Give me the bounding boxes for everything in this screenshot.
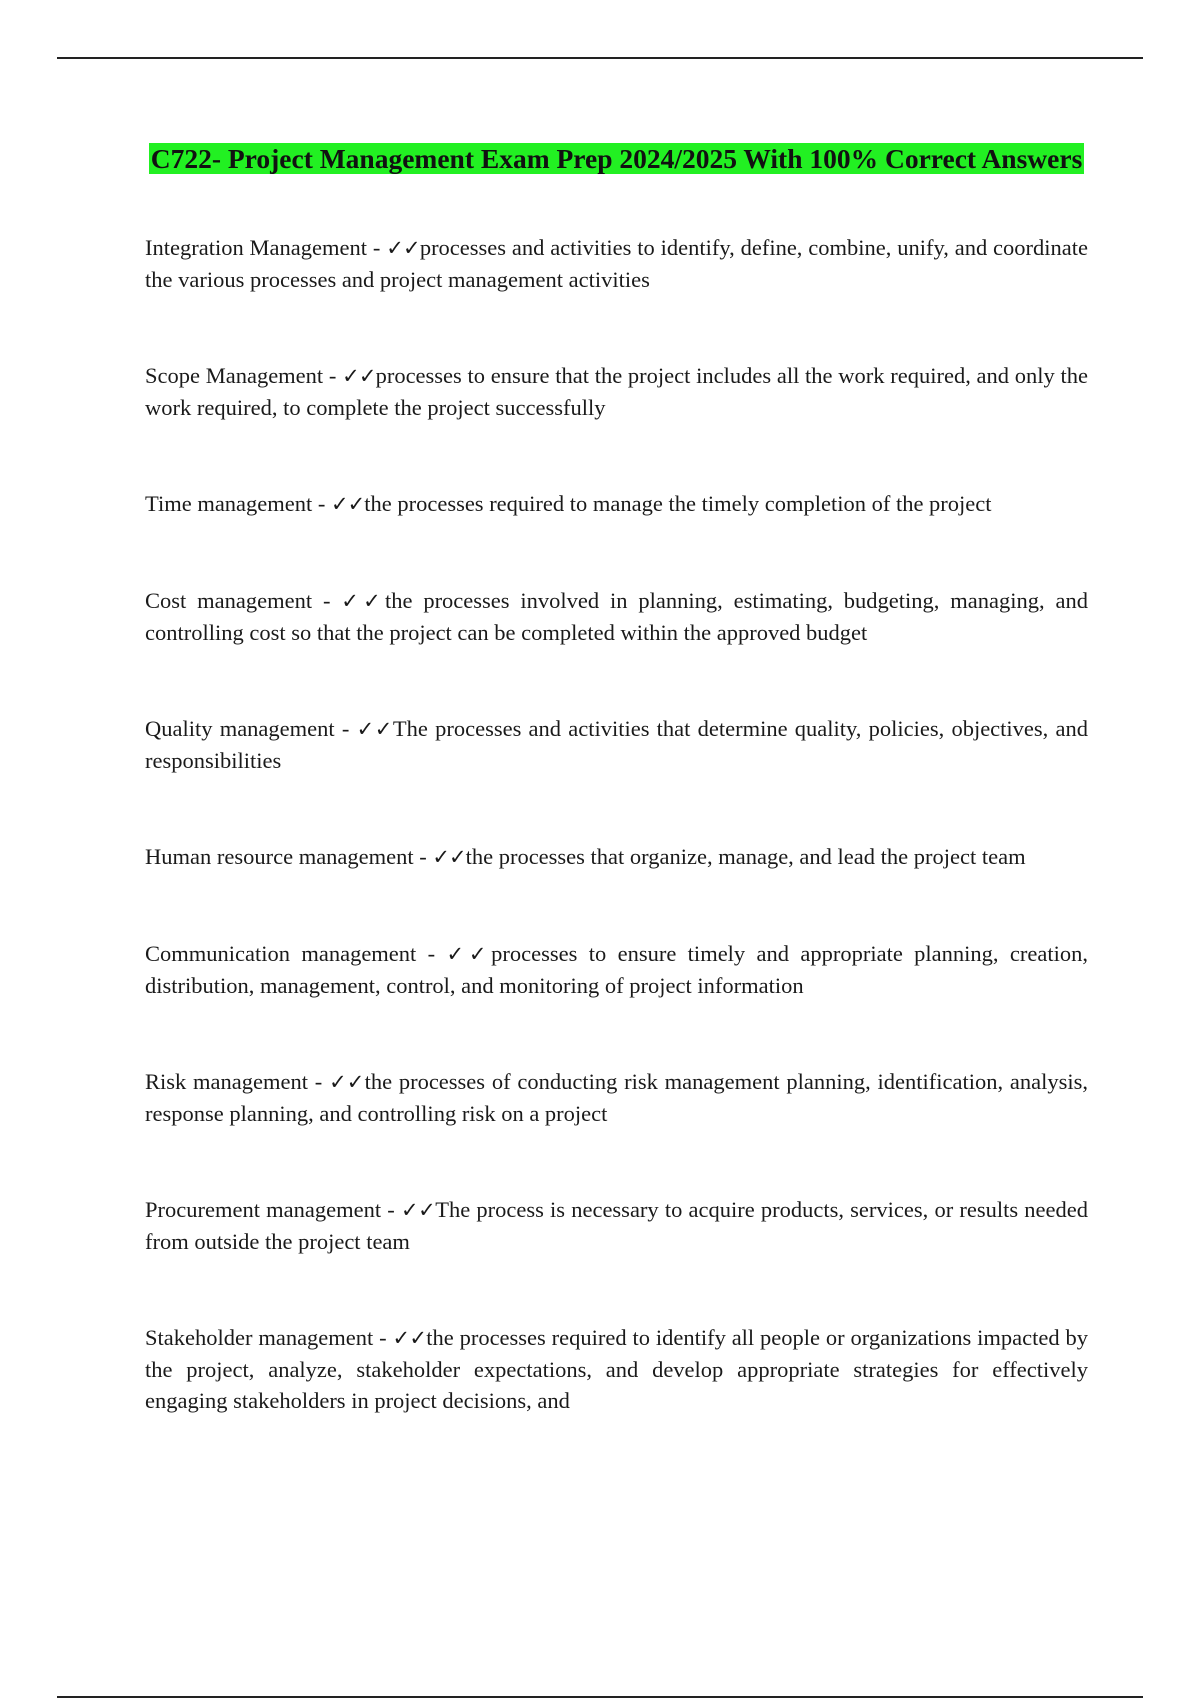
- entry-term: Stakeholder management: [145, 1325, 374, 1350]
- entry-separator: -: [381, 1197, 401, 1222]
- entry: [145, 1322, 1088, 1416]
- entry: [145, 585, 1088, 648]
- entry-definition: the processes required to manage the timely completion of the project: [364, 491, 992, 516]
- bottom-rule: [57, 1696, 1143, 1698]
- entry-separator: -: [367, 235, 387, 260]
- entry-definition: processes to ensure timely and appropriate planning, creation, distribution, management, control, and monitoring of project information: [145, 941, 1088, 998]
- top-rule: [57, 57, 1143, 59]
- entry-definition: The processes and activities that determine quality, policies, objectives, and responsibilities: [145, 716, 1088, 773]
- double-check-icon: ✓✓: [386, 236, 420, 260]
- entry-separator: -: [312, 588, 342, 613]
- entry-separator: -: [323, 363, 343, 388]
- double-check-icon: ✓✓: [341, 589, 385, 613]
- title-highlight: C722- Project Management Exam Prep 2024/2025 With 100% Correct Answers: [150, 143, 1083, 174]
- entry-term: Human resource management: [145, 844, 414, 869]
- double-check-icon: ✓✓: [446, 942, 492, 966]
- entry: [145, 713, 1088, 776]
- double-check-icon: ✓✓: [400, 1198, 436, 1222]
- entry-term: Scope Management: [145, 363, 324, 388]
- entry-definition: processes to ensure that the project includes all the work required, and only the work required, to complete the project successfully: [145, 363, 1089, 420]
- double-check-icon: ✓✓: [331, 492, 365, 516]
- entry-list: [145, 232, 1088, 1481]
- entry-term: Time management: [145, 491, 313, 516]
- double-check-icon: ✓✓: [329, 1070, 365, 1094]
- entry-definition: the processes of conducting risk management planning, identification, analysis, response planning, and controlling risk on a project: [145, 1069, 1088, 1126]
- entry-term: Integration Management: [145, 235, 368, 260]
- entry: [145, 841, 1088, 873]
- entry: [145, 360, 1088, 423]
- document-title: [145, 140, 1088, 177]
- entry-separator: -: [312, 491, 332, 516]
- entry-definition: the processes required to identify all people or organizations impacted by the project, analyze, stakeholder expectations, and develop appropriate strategies for effectively engaging stakeholders in project decisions, and: [145, 1325, 1089, 1413]
- entry-definition: the processes involved in planning, estimating, budgeting, managing, and controlling cost so that the project can be completed within the approved budget: [145, 588, 1088, 645]
- entry-term: Quality management: [145, 716, 335, 741]
- entry-definition: the processes that organize, manage, and lead the project team: [465, 844, 1026, 869]
- double-check-icon: ✓✓: [392, 1326, 427, 1350]
- double-check-icon: ✓✓: [342, 364, 376, 388]
- entry-term: Risk management: [145, 1069, 308, 1094]
- double-check-icon: ✓✓: [356, 717, 393, 741]
- entry: [145, 232, 1088, 295]
- entry-term: Cost management: [145, 588, 313, 613]
- entry-term: Communication management: [145, 941, 417, 966]
- entry: [145, 938, 1088, 1001]
- entry-separator: -: [308, 1069, 330, 1094]
- entry-separator: -: [413, 844, 433, 869]
- entry: [145, 488, 1088, 520]
- entry-separator: -: [373, 1325, 393, 1350]
- entry: [145, 1194, 1088, 1257]
- entry: [145, 1066, 1088, 1129]
- entry-definition: processes and activities to identify, define, combine, unify, and coordinate the various processes and project management activities: [145, 235, 1088, 292]
- entry-term: Procurement management: [145, 1197, 382, 1222]
- entry-definition: The process is necessary to acquire products, services, or results needed from outside the project team: [145, 1197, 1088, 1254]
- double-check-icon: ✓✓: [432, 845, 466, 869]
- entry-separator: -: [334, 716, 357, 741]
- entry-separator: -: [416, 941, 447, 966]
